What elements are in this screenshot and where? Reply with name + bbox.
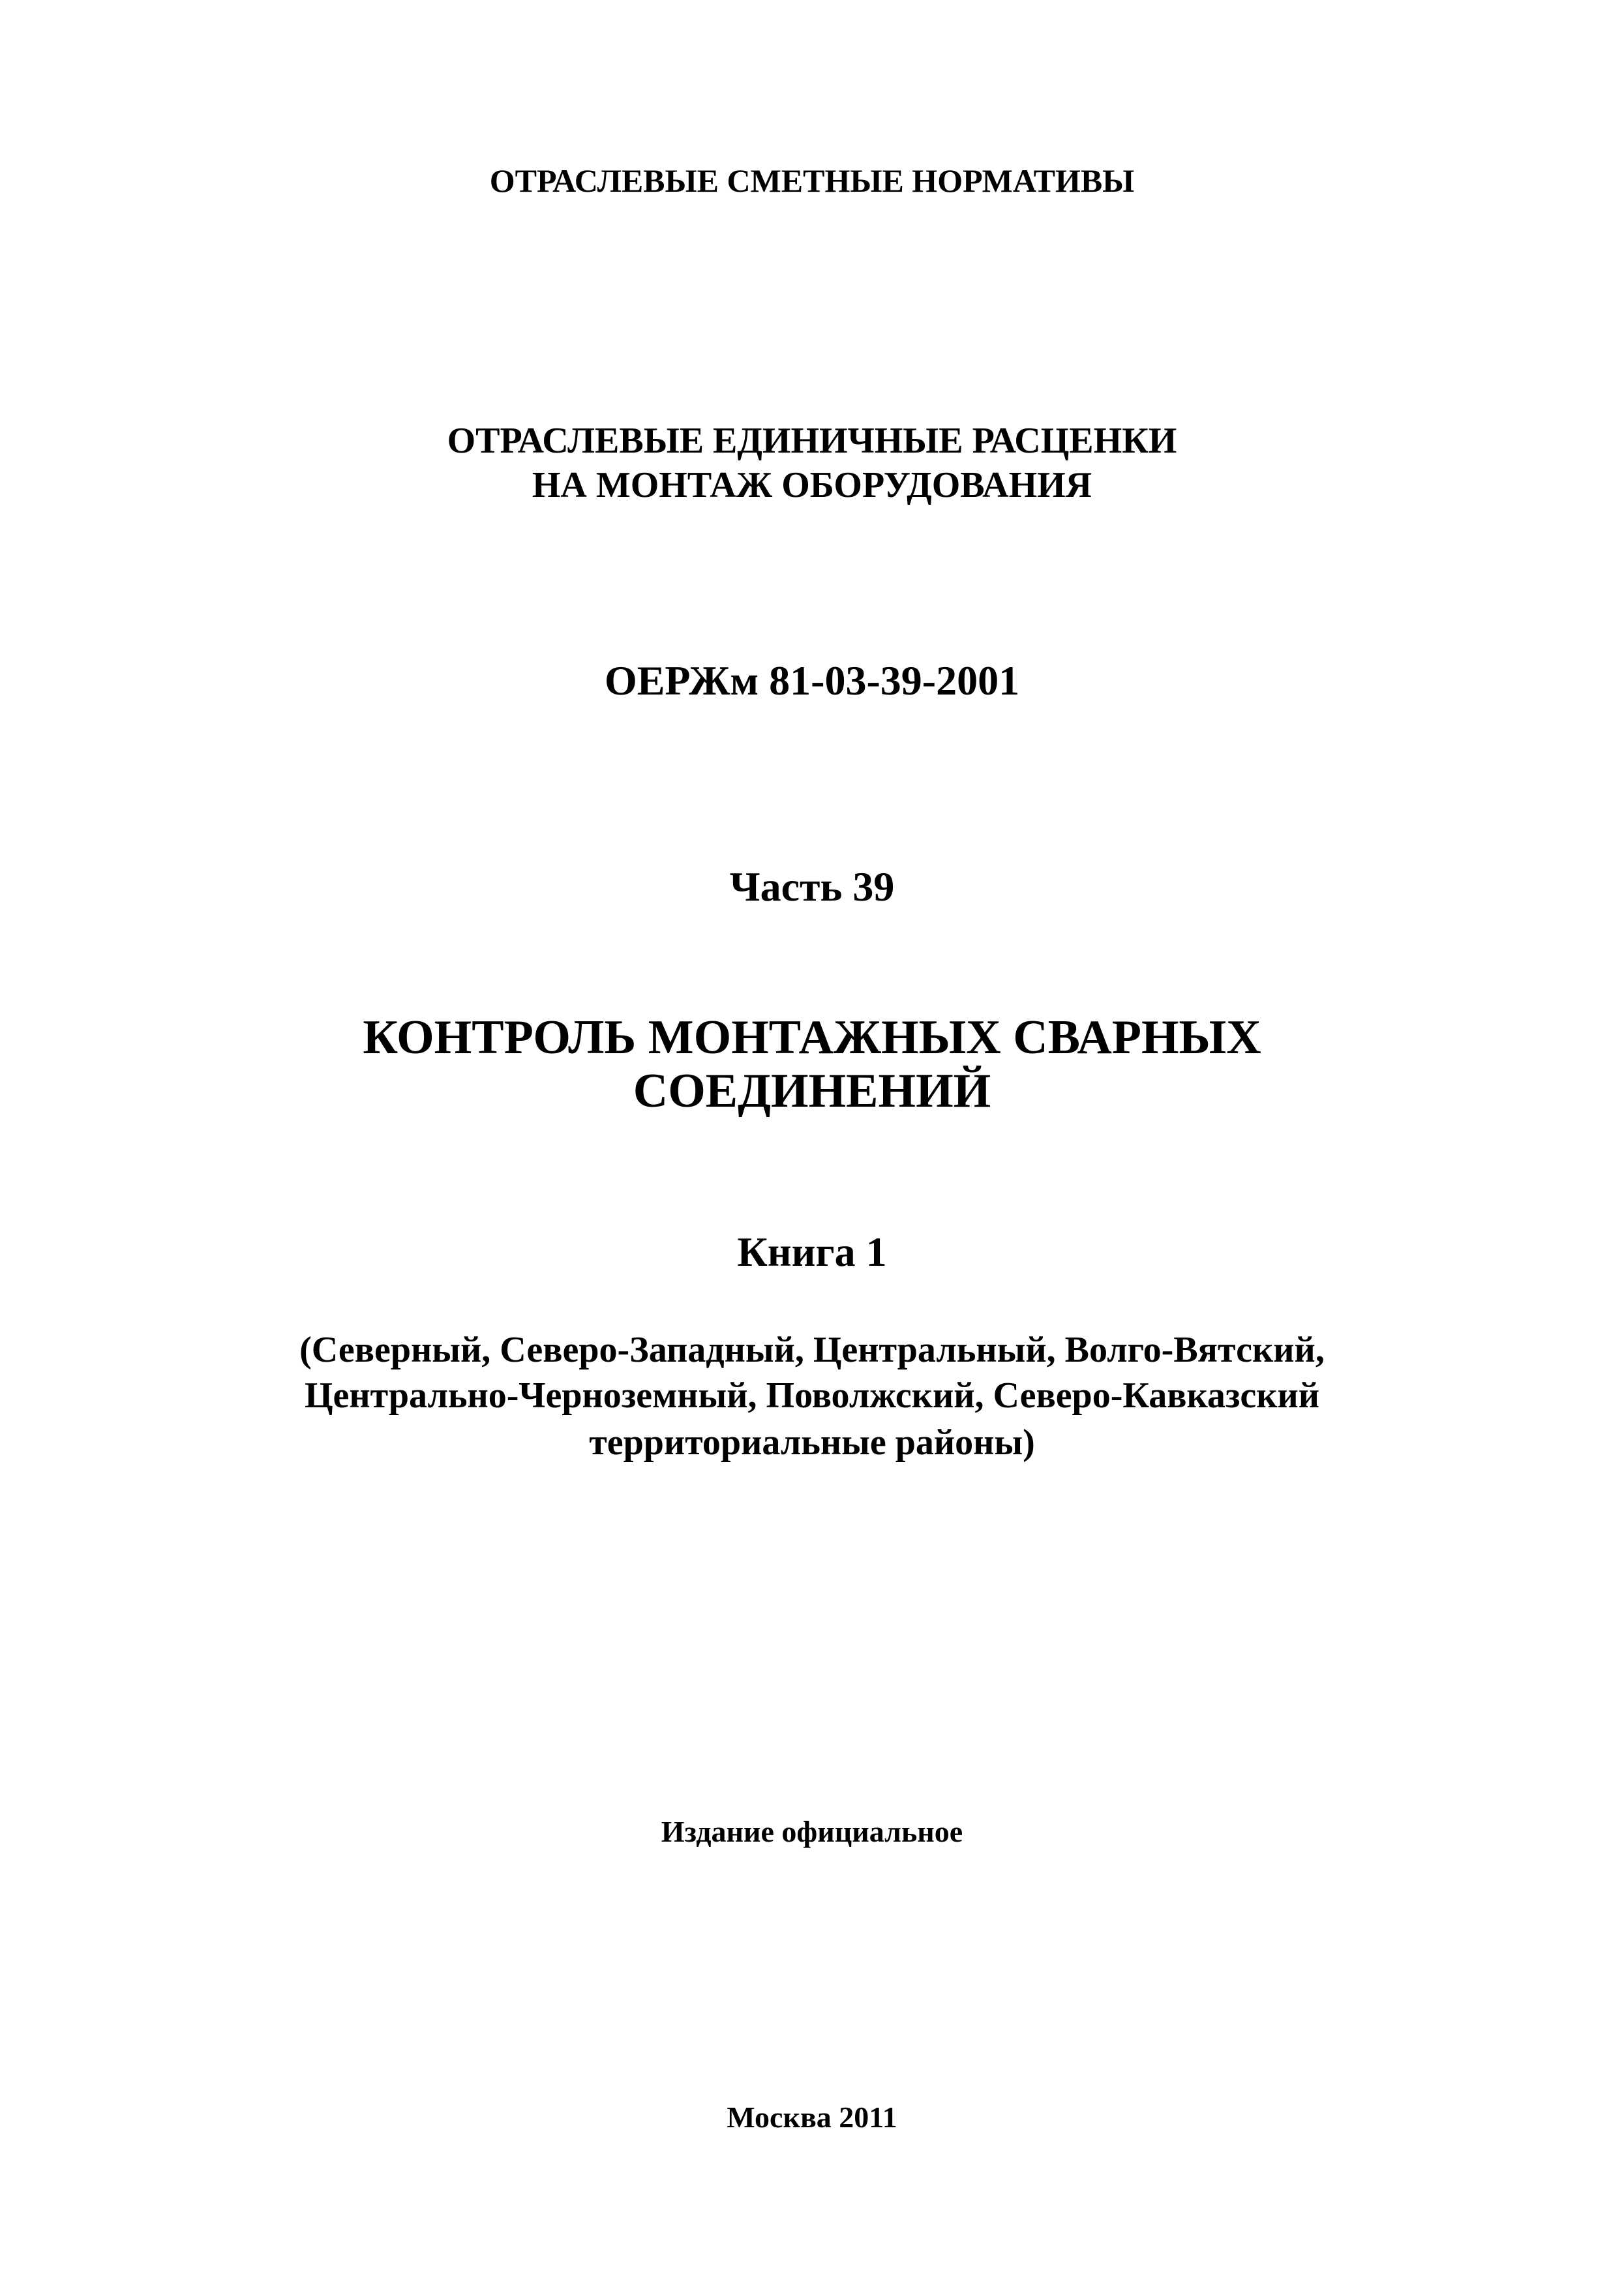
series-heading: ОТРАСЛЕВЫЕ СМЕТНЫЕ НОРМАТИВЫ — [489, 162, 1135, 199]
subject-title-line-1: КОНТРОЛЬ МОНТАЖНЫХ СВАРНЫХ — [363, 1011, 1261, 1064]
subject-title-line-2: СОЕДИНЕНИЙ — [633, 1064, 991, 1118]
imprint-city-year: Москва 2011 — [727, 2101, 897, 2134]
part-number: Часть 39 — [729, 863, 895, 910]
document-title-line-1: ОТРАСЛЕВЫЕ ЕДИНИЧНЫЕ РАСЦЕНКИ — [447, 421, 1177, 461]
document-code: ОЕРЖм 81-03-39-2001 — [604, 657, 1020, 704]
document-title-line-2: НА МОНТАЖ ОБОРУДОВАНИЯ — [532, 465, 1092, 505]
edition-note: Издание официальное — [661, 1815, 963, 1848]
regions-line-2: Центрально-Черноземный, Поволжский, Северо-Кавказский — [304, 1375, 1320, 1416]
book-number: Книга 1 — [737, 1229, 887, 1275]
regions-line-3: территориальные районы) — [589, 1422, 1035, 1463]
regions-line-1: (Северный, Северо-Западный, Центральный, Волго-Вятский, — [299, 1330, 1325, 1370]
